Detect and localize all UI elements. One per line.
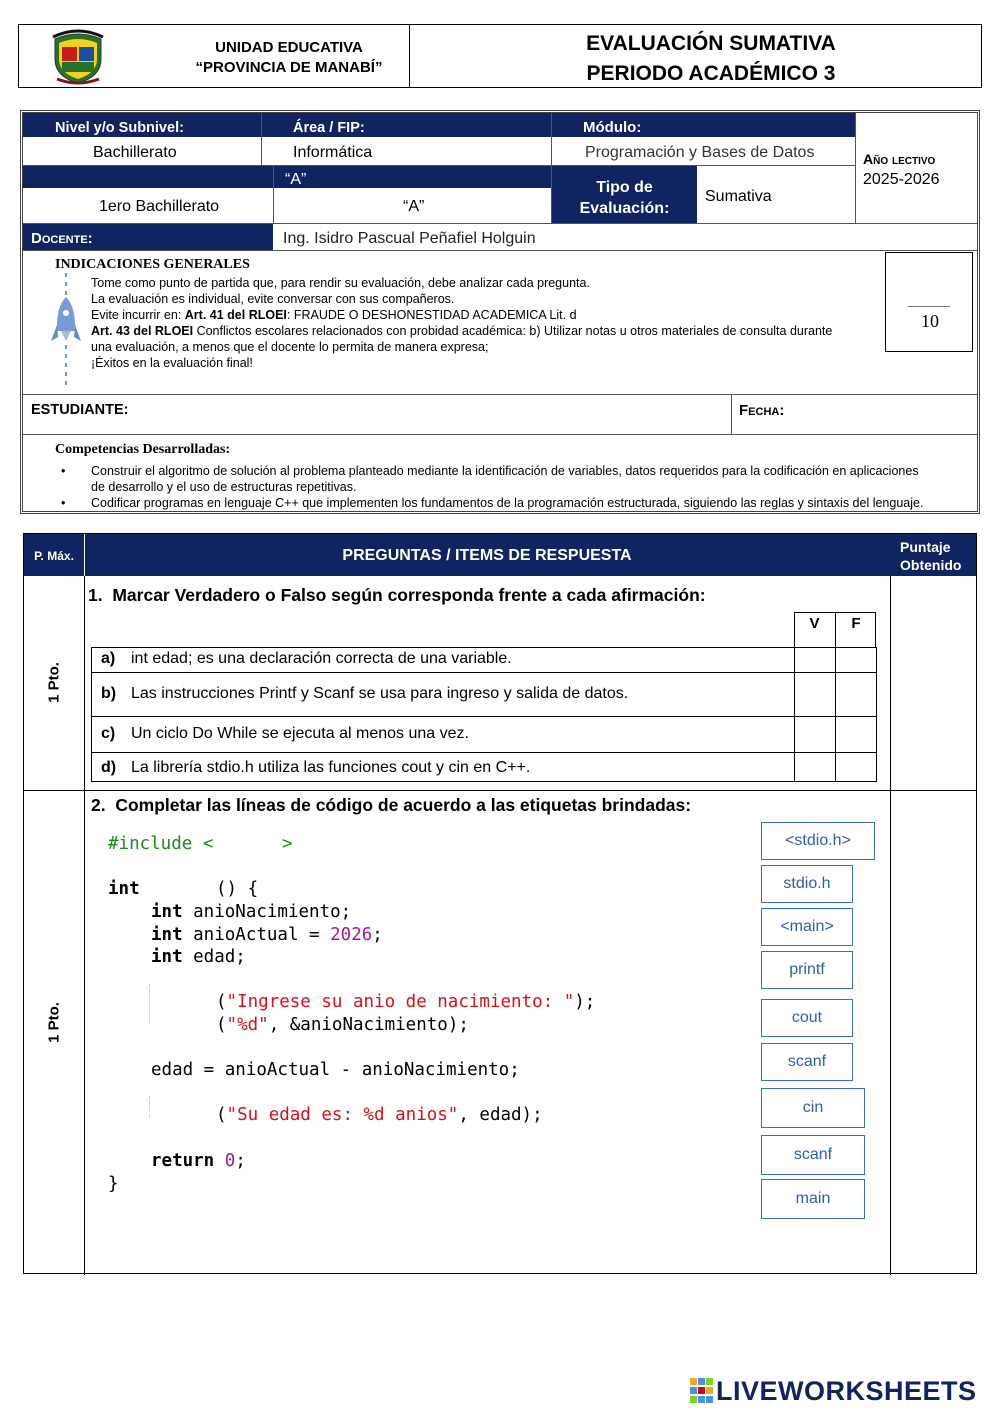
tipo-value: Sumativa (705, 188, 772, 205)
col-preguntas: PREGUNTAS / ITEMS DE RESPUESTA (342, 547, 632, 564)
indicacion-6: ¡Éxitos en la evaluación final! (91, 356, 253, 370)
tag-cout[interactable]: cout (761, 999, 853, 1037)
competencias-title: Competencias Desarrolladas: (55, 442, 231, 457)
modulo-value: Programación y Bases de Datos (585, 144, 815, 161)
area-value: Informática (293, 144, 373, 161)
score-box (885, 252, 973, 352)
brand-text: LIVEWORKSHEETS (716, 1376, 977, 1406)
col-v: V (809, 615, 820, 632)
competencia-2: • Codificar programas en lenguaje C++ que implementen los fundamentos de la programación estructurada, siguiendo las reglas y sintaxis del lenguaje. (61, 496, 924, 510)
tf-c-f[interactable] (836, 717, 876, 752)
code-main-parens: () { (216, 879, 259, 899)
paralelo-value: “A” (403, 198, 425, 215)
header-divider (409, 25, 410, 87)
school-name-line1: UNIDAD EDUCATIVA (215, 39, 363, 56)
col-f: F (851, 615, 861, 632)
col-puntaje-1: Puntaje (900, 539, 951, 555)
col-pmax: P. Máx. (34, 549, 74, 563)
tag-cin[interactable]: cin (761, 1088, 865, 1128)
school-name-line2: “PROVINCIA DE MANABÍ” (195, 59, 383, 76)
tf-a-v[interactable] (795, 648, 835, 672)
code-decl-2: int anioActual = 2026; (151, 925, 383, 945)
q2-score-cell[interactable] (892, 792, 974, 1272)
code-main-line: int (108, 879, 140, 899)
code-snippet (92, 824, 622, 1204)
tf-d-v[interactable] (795, 753, 835, 781)
indicacion-5: una evaluación, a menos que el docente lo permita de manera expresa; (91, 340, 489, 354)
area-label: Área / FIP: (293, 120, 365, 136)
competencia-1: • Construir el algoritmo de solución al problema planteado mediante la identificación de variables, datos requeridos para la codificación en aplicaciones de desarrollo y el uso de estructuras repetitivas. (61, 464, 919, 494)
blank-include[interactable] (212, 830, 274, 856)
rocket-icon (49, 271, 83, 391)
anio-lectivo-value: 2025-2026 (863, 171, 940, 188)
indicaciones-title: INDICACIONES GENERALES (55, 257, 250, 272)
blank-main[interactable] (150, 875, 212, 901)
competencias-list (61, 463, 923, 511)
blank-print-2[interactable] (152, 1101, 214, 1127)
tag-scanf-2[interactable]: scanf (761, 1135, 865, 1175)
code-return: return 0; (151, 1151, 246, 1171)
curso-value: 1ero Bachillerato (99, 198, 220, 215)
tag-stdio-h-brackets[interactable]: <stdio.h> (761, 822, 875, 860)
code-include-close: > (282, 834, 293, 854)
q2-title: 2. Completar las líneas de código de acuerdo a las etiquetas brindadas: (91, 795, 692, 815)
code-print-2: ("Su edad es: %d anios", edad); (216, 1105, 543, 1125)
modulo-label: Módulo: (583, 119, 642, 136)
docente-label: Docente: (31, 230, 93, 247)
q1-score-cell[interactable] (892, 578, 974, 788)
tag-main-brackets[interactable]: <main> (761, 908, 853, 946)
true-false-table: V F a) int edad; es una declaración correcta de una variable. b) Las instrucciones Printf y Scanf se usa para ingreso y salida de datos. c) Un ciclo Do While se ejecuta al menos una vez. d) La librería stdio.h utiliza las funciones cout y cin en C++. (91, 612, 877, 782)
tag-stdio-h[interactable]: stdio.h (761, 865, 853, 903)
nivel-value: Bachillerato (93, 144, 177, 161)
document-header (18, 24, 982, 88)
code-scan: ("%d", &anioNacimiento); (216, 1015, 469, 1035)
tipo-label-2: Evaluación: (579, 200, 670, 217)
nivel-label: Nivel y/o Subnivel: (55, 120, 184, 136)
q1-points: 1 Pto. (45, 662, 63, 703)
questions-table (23, 533, 977, 1274)
tipo-label-1: Tipo de (596, 179, 653, 196)
tf-b-v[interactable] (795, 673, 835, 716)
indicacion-4: Art. 43 del RLOEI Conflictos escolares relacionados con probidad académica: b) Utilizar notas u otros materiales de consulta durante (91, 324, 833, 338)
code-decl-1: int anioNacimiento; (151, 902, 352, 922)
col-puntaje-2: Obtenido (900, 557, 962, 573)
tag-main[interactable]: main (761, 1179, 865, 1219)
student-info-block (20, 110, 980, 514)
tf-d-f[interactable] (836, 753, 876, 781)
tag-scanf-1[interactable]: scanf (761, 1043, 853, 1081)
q2-points: 1 Pto. (45, 1002, 63, 1043)
code-calc: edad = anioActual - anioNacimiento; (151, 1060, 520, 1080)
q1-title: 1. Marcar Verdadero o Falso según corresponda frente a cada afirmación: (88, 585, 706, 605)
indicacion-3: Evite incurrir en: Art. 41 del RLOEI: FRAUDE O DESHONESTIDAD ACADEMICA Lit. d (91, 308, 577, 322)
code-print-1: ("Ingrese su anio de nacimiento: "); (216, 992, 596, 1012)
paralelo-header: “A” (285, 171, 307, 188)
blank-scan[interactable] (152, 1011, 214, 1037)
docente-value: Ing. Isidro Pascual Peñafiel Holguin (283, 230, 536, 247)
code-close-brace: } (108, 1174, 119, 1194)
fecha-label: Fecha: (739, 402, 785, 419)
evaluation-title: EVALUACIÓN SUMATIVA (586, 32, 836, 55)
indicacion-2: La evaluación es individual, evite conversar con sus compañeros. (91, 292, 455, 306)
indicacion-1: Tome como punto de partida que, para rendir su evaluación, debe analizar cada pregunta. (91, 276, 590, 290)
tf-b-f[interactable] (836, 673, 876, 716)
tf-a-f[interactable] (836, 648, 876, 672)
school-crest-icon (49, 29, 107, 85)
tf-c-v[interactable] (795, 717, 835, 752)
code-decl-3: int edad; (151, 947, 246, 967)
period-title: PERIODO ACADÉMICO 3 (586, 62, 836, 85)
anio-lectivo-label: Año lectivo (863, 151, 936, 167)
liveworksheets-brand (690, 1376, 990, 1406)
estudiante-label: ESTUDIANTE: (31, 402, 129, 418)
liveworksheets-logo-icon (690, 1378, 714, 1404)
tag-printf[interactable]: printf (761, 951, 853, 989)
code-include: #include < (108, 834, 214, 854)
score-total: 10 (921, 311, 939, 331)
